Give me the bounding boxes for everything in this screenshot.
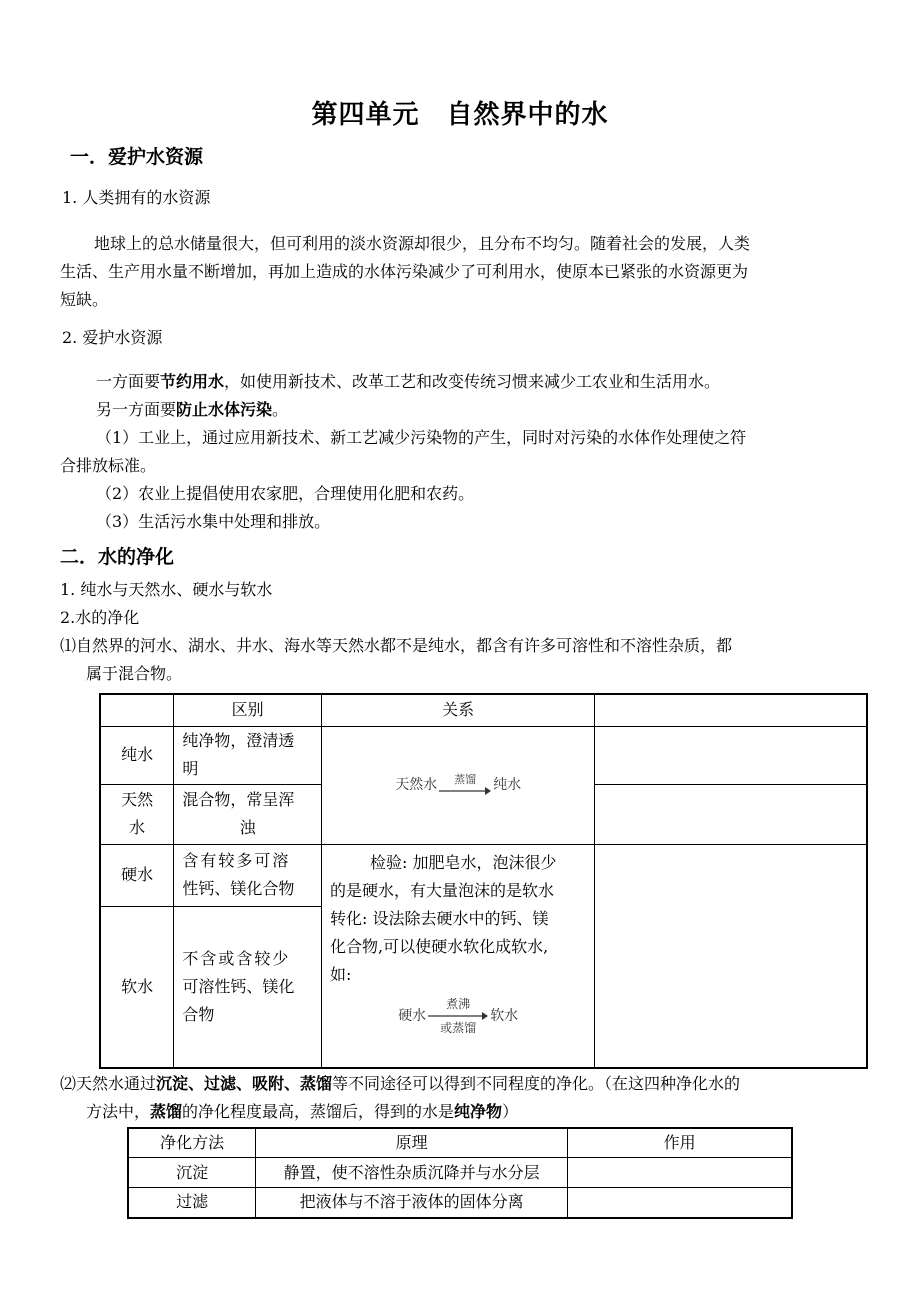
right-arrow-icon <box>428 1011 488 1021</box>
cell-distill-relation <box>321 726 594 844</box>
cell-principle: 把液体与不溶于液体的固体分离 <box>256 1188 568 1218</box>
soften-arrow-diagram <box>330 997 586 1035</box>
text: 的净化程度最高，蒸馏后，得到的水是 <box>182 1102 455 1121</box>
header-cell: 净化方法 <box>128 1128 256 1158</box>
cell-empty <box>595 844 867 1068</box>
cell-diff <box>174 784 322 844</box>
text: ⑵天然水通过 <box>60 1074 157 1093</box>
text: 转化: 设法除去硬水中的钙、镁 <box>329 908 549 928</box>
cell-function <box>568 1188 792 1218</box>
label-boil: 煮沸 <box>446 996 471 1011</box>
header-cell: 关系 <box>321 694 594 726</box>
text: 性钙、镁化合物 <box>182 879 295 898</box>
text: 混合物，常呈浑 <box>182 790 295 809</box>
table-row <box>128 1158 792 1188</box>
text: 含有较多可溶 <box>182 851 291 870</box>
bold-distill: 蒸馏 <box>150 1102 183 1121</box>
para-prevent-pollution <box>96 396 288 424</box>
bold-methods: 沉淀、过滤、吸附、蒸馏 <box>156 1074 333 1093</box>
text: ） <box>502 1102 519 1121</box>
purification-methods-table <box>127 1127 793 1219</box>
para-industry-line2: 合排放标准。 <box>60 456 157 475</box>
water-comparison-table <box>99 693 868 1069</box>
table-row <box>100 726 867 784</box>
distill-arrow-diagram <box>330 771 586 799</box>
text: 可溶性钙、镁化 <box>182 976 295 996</box>
para1-line1: 地球上的总水储量很大，但可利用的淡水资源却很少，且分布不均匀。随着社会的发展，人类 <box>94 234 751 253</box>
right-arrow-icon <box>439 786 491 796</box>
text: 一方面要 <box>96 372 161 391</box>
header-cell: 区别 <box>174 694 322 726</box>
cell-empty <box>595 784 867 844</box>
table-header-row <box>100 694 867 726</box>
cell-diff <box>174 844 322 906</box>
para-natural-water-line1: ⑴自然界的河水、湖水、井水、海水等天然水都不是纯水，都含有许多可溶性和不溶性杂质，都 <box>60 636 733 655</box>
cell-hardness-relation <box>321 844 594 1068</box>
text: 如: <box>329 964 352 984</box>
section-heading-water-resources: 一．爱护水资源 <box>70 146 204 168</box>
text: 天然 <box>121 790 154 809</box>
text: 等不同途径可以得到不同程度的净化。（在这四种净化水的 <box>332 1074 741 1093</box>
para-natural-water-line2: 属于混合物。 <box>86 664 183 683</box>
text: 。 <box>272 400 289 419</box>
bold-prevent-pollution: 防止水体污染 <box>176 400 273 419</box>
text: 水 <box>129 818 146 837</box>
text: ，如使用新技术、改革工艺和改变传统习惯来减少工农业和生活用水。 <box>224 372 721 391</box>
para-purification-line2 <box>86 1098 518 1126</box>
text: 明 <box>182 759 199 778</box>
cell-principle: 静置，使不溶性杂质沉降并与水分层 <box>256 1158 568 1188</box>
header-cell <box>595 694 867 726</box>
label-natural-water: 天然水 <box>395 777 438 793</box>
text: 检验: 加肥皂水，泡沫很少 <box>369 852 557 872</box>
label-soft-water: 软水 <box>490 1007 519 1024</box>
cell-empty <box>595 726 867 784</box>
para-save-water <box>96 368 720 396</box>
label-pure-water: 纯水 <box>493 777 522 793</box>
text: 纯净物，澄清透 <box>182 731 295 750</box>
arrow-soften <box>428 997 488 1035</box>
subheading-human-water: 1. 人类拥有的水资源 <box>62 188 211 207</box>
row-name-pure-water: 纯水 <box>100 726 174 784</box>
row-name-hard-water: 硬水 <box>100 844 174 906</box>
text: 不含或含较少 <box>182 948 291 968</box>
row-name-natural-water <box>100 784 174 844</box>
cell-diff <box>174 906 322 1068</box>
page-title: 第四单元 自然界中的水 <box>311 100 609 130</box>
cell-diff <box>174 726 322 784</box>
text: 的是硬水，有大量泡沫的是软水 <box>329 880 554 900</box>
label-distill: 蒸馏 <box>454 773 477 786</box>
para-purification-line1 <box>60 1070 740 1098</box>
table-row <box>100 844 867 906</box>
bold-save-water: 节约用水 <box>160 372 225 391</box>
arrow-distill <box>439 774 491 796</box>
text: 合物 <box>182 1004 215 1024</box>
para-industry-line1: （1）工业上，通过应用新技术、新工艺减少污染物的产生，同时对污染的水体作处理使之符 <box>96 428 747 447</box>
text: 化合物,可以使硬水软化成软水, <box>329 936 549 956</box>
cell-method: 沉淀 <box>128 1158 256 1188</box>
text: 另一方面要 <box>96 400 177 419</box>
para-agriculture: （2）农业上提倡使用农家肥，合理使用化肥和农药。 <box>96 484 475 503</box>
text: 浊 <box>239 818 256 837</box>
subheading-protect-water: 2. 爱护水资源 <box>62 328 163 347</box>
section-heading-purification: 二．水的净化 <box>60 546 175 568</box>
header-cell: 原理 <box>256 1128 568 1158</box>
row-name-soft-water: 软水 <box>100 906 174 1068</box>
header-cell <box>100 694 174 726</box>
table-row <box>128 1188 792 1218</box>
bold-pure-substance: 纯净物 <box>454 1102 503 1121</box>
subheading-pure-natural: 1. 纯水与天然水、硬水与软水 <box>60 580 273 599</box>
cell-method: 过滤 <box>128 1188 256 1218</box>
para1-line3: 短缺。 <box>60 290 109 309</box>
cell-function <box>568 1158 792 1188</box>
para-sewage: （3）生活污水集中处理和排放。 <box>96 512 331 531</box>
label-hard-water: 硬水 <box>398 1007 427 1024</box>
label-or-distill: 或蒸馏 <box>440 1020 477 1035</box>
subheading-purification: 2.水的净化 <box>60 608 140 627</box>
para1-line2: 生活、生产用水量不断增加，再加上造成的水体污染减少了可利用水，使原本已紧张的水资源更为 <box>60 262 749 281</box>
table-header-row <box>128 1128 792 1158</box>
header-cell: 作用 <box>568 1128 792 1158</box>
text: 方法中， <box>86 1102 151 1121</box>
